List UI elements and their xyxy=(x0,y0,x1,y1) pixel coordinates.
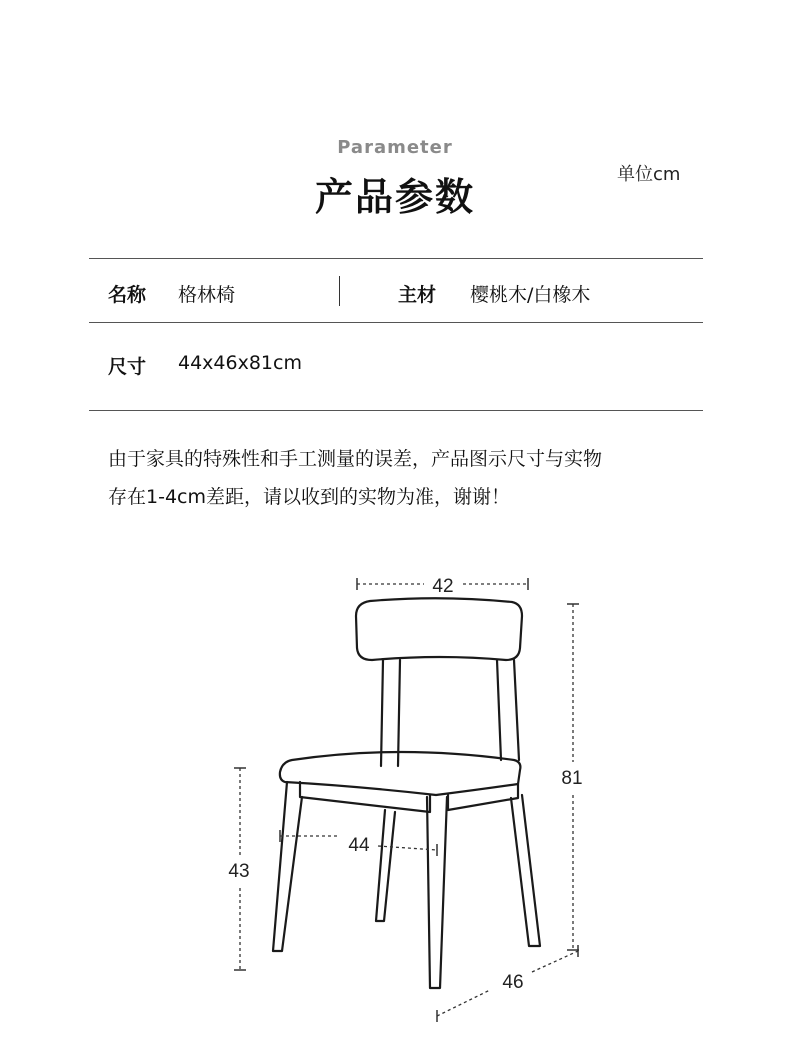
depth-line-lower xyxy=(437,990,490,1016)
chair-apron xyxy=(300,782,518,812)
chair-seat xyxy=(280,752,521,795)
chair-back-post-left xyxy=(381,660,400,766)
chair-leg-back-right xyxy=(511,795,540,946)
chair-back-post-right xyxy=(497,660,519,760)
material-value: 樱桃木/白橡木 xyxy=(470,284,591,306)
size-value: 44x46x81cm xyxy=(178,352,302,374)
chair-backrest xyxy=(356,598,522,660)
page-title: 产品参数 xyxy=(314,175,475,219)
depth-label: 46 xyxy=(502,972,524,993)
chair-leg-front-right xyxy=(427,797,447,988)
seat-height-label: 43 xyxy=(228,861,250,882)
chair-leg-front-left xyxy=(273,782,302,951)
unit-label: 单位cm xyxy=(617,164,681,185)
depth-line-upper xyxy=(532,951,578,972)
name-label: 名称 xyxy=(108,284,147,306)
seat-width-label: 44 xyxy=(348,835,370,856)
disclaimer-line-2: 存在1-4cm差距，请以收到的实物为准，谢谢！ xyxy=(108,486,510,508)
total-height-label: 81 xyxy=(561,768,583,789)
material-label: 主材 xyxy=(398,284,437,306)
parameter-subtitle: Parameter xyxy=(337,137,453,158)
size-label: 尺寸 xyxy=(108,356,147,378)
backrest-width-label: 42 xyxy=(432,576,454,597)
name-value: 格林椅 xyxy=(178,284,236,306)
chair-leg-back-left xyxy=(376,810,395,921)
chair-icon xyxy=(273,598,540,988)
disclaimer-line-1: 由于家具的特殊性和手工测量的误差，产品图示尺寸与实物 xyxy=(108,448,603,470)
